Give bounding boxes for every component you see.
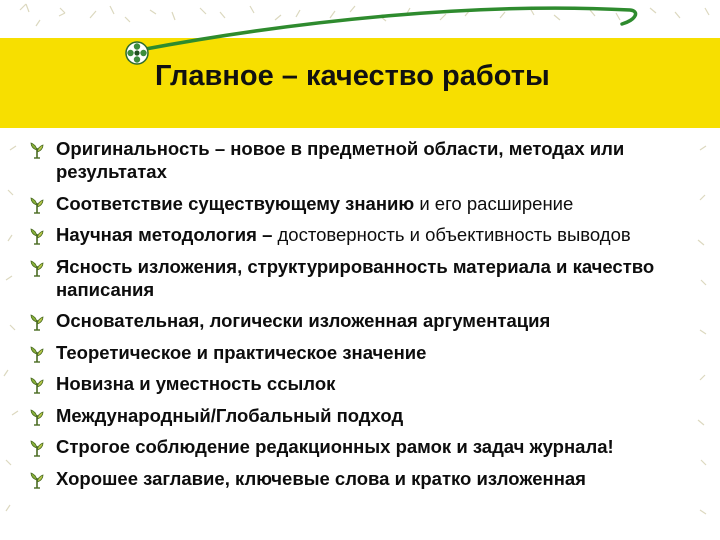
bullet-item [28,372,708,395]
slide-title: Главное – качество работы [155,60,550,92]
bullet-strong-text: Новизна и уместность ссылок [56,373,336,394]
bullet-strong-text: Международный/Глобальный подход [56,404,404,426]
flower-icon [124,40,150,66]
bullet-list [28,137,708,498]
bullet-rest-text: и его расширение [414,192,574,214]
bullet-item [28,435,708,458]
bullet-strong-text: Строгое соблюдение редакционных рамок и задач журнала! [56,436,614,457]
bullet-item [28,223,708,246]
sprout-bullet-icon [28,196,46,214]
bullet-item [28,309,708,332]
bullet-item [28,137,708,183]
sprout-bullet-icon [28,376,46,394]
sprout-bullet-icon [28,471,46,489]
bullet-strong-text: Хорошее заглавие, ключевые слова и кратко изложенная [56,467,586,489]
bullet-strong-text: Теоретическое и практическое значение [56,341,427,363]
sprout-bullet-icon [28,408,46,426]
sprout-bullet-icon [28,227,46,245]
bullet-strong-text: Соответствие существующему знанию [56,192,415,214]
bullet-item [28,255,708,301]
sprout-bullet-icon [28,313,46,331]
bullet-item [28,404,708,427]
sprout-bullet-icon [28,439,46,457]
bullet-item [28,192,708,215]
bullet-rest-text: достоверность и объективность выводов [272,224,631,245]
bullet-item [28,467,708,490]
sprout-bullet-icon [28,345,46,363]
sprout-bullet-icon [28,141,46,159]
bullet-strong-text: Оригинальность – новое в предметной области, методах или результатах [56,138,625,182]
bullet-strong-text: Ясность изложения, структурированность материала и качество написания [56,255,655,300]
sprout-bullet-icon [28,259,46,277]
bullet-item [28,341,708,364]
bullet-strong-text: Основательная, логически изложенная аргументация [56,310,551,331]
bullet-strong-text: Научная методология – [56,224,273,245]
